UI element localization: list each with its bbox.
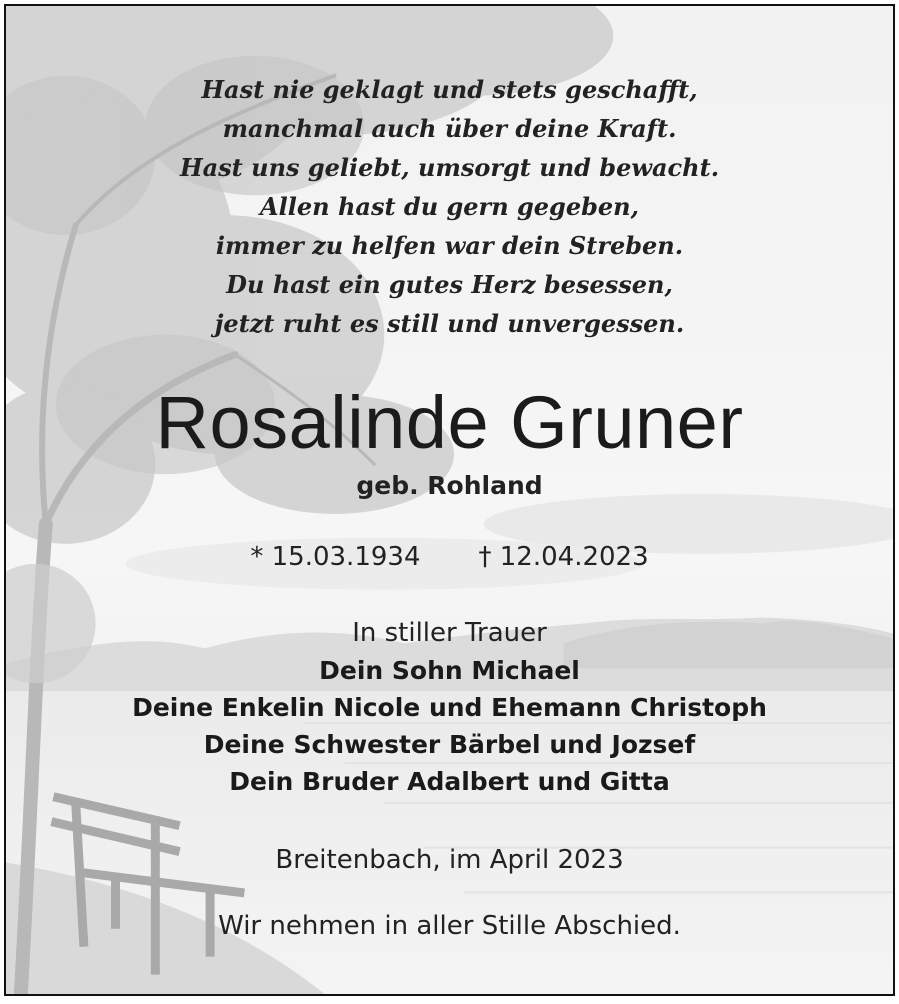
mourner-entry: Dein Bruder Adalbert und Gitta — [229, 767, 670, 796]
poem-line: jetzt ruht es still und unvergessen. — [214, 309, 685, 338]
poem-line: Hast uns geliebt, umsorgt und bewacht. — [179, 153, 720, 182]
poem-line: Allen hast du gern gegeben, — [260, 192, 639, 221]
mourners-list — [6, 652, 893, 800]
notice-content — [6, 6, 893, 994]
life-dates — [6, 539, 893, 575]
mourner-entry: Dein Sohn Michael — [319, 656, 580, 685]
death-date: † 12.04.2023 — [478, 542, 649, 572]
poem-line: Du hast ein gutes Herz besessen, — [226, 270, 673, 299]
poem-line: manchmal auch über deine Kraft. — [222, 114, 677, 143]
farewell-line: Wir nehmen in aller Stille Abschied. — [218, 911, 681, 941]
poem-line: immer zu helfen war dein Streben. — [215, 231, 684, 260]
mourner-entry: Deine Enkelin Nicole und Ehemann Christoph — [132, 693, 767, 722]
poem-line: Hast nie geklagt und stets geschafft, — [201, 75, 698, 104]
obituary-notice — [4, 4, 895, 996]
deceased-name: Rosalinde Gruner — [155, 381, 744, 464]
maiden-name: geb. Rohland — [356, 471, 543, 500]
mourning-intro: In stiller Trauer — [352, 618, 547, 648]
memorial-poem — [6, 70, 893, 343]
mourner-entry: Deine Schwester Bärbel und Jozsef — [203, 730, 696, 759]
place-and-date: Breitenbach, im April 2023 — [275, 845, 624, 875]
birth-date: * 15.03.1934 — [250, 542, 421, 572]
